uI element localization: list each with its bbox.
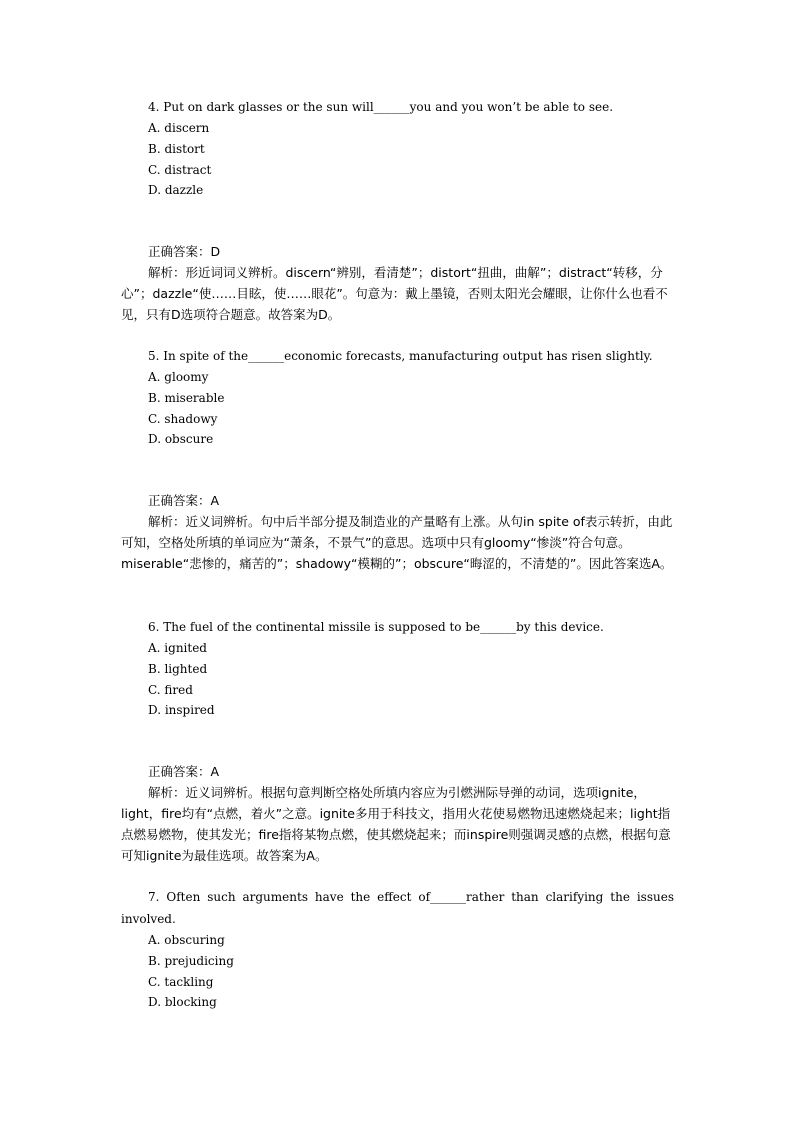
option-a: A. obscuring — [148, 933, 225, 947]
option-d: D. inspired — [148, 703, 215, 718]
correct-answer: 正确答案：A — [148, 493, 220, 508]
option-c: C. distract — [148, 162, 212, 177]
option-c: C. fired — [148, 682, 193, 697]
option-d: D. blocking — [148, 995, 217, 1010]
correct-answer: 正确答案：A — [148, 764, 220, 779]
answer-block-6 — [121, 761, 674, 866]
option-b: B. miserable — [148, 390, 225, 405]
option-b: B. distort — [148, 141, 205, 156]
question-stem: 7. Often such arguments have the effect of______rather than clarifying the issues involved. — [121, 890, 674, 926]
question-stem: 4. Put on dark glasses or the sun will______you and you won’t be able to see. — [148, 100, 614, 114]
analysis-text: 解析：形近词词义辨析。discern“辨别，看清楚”；distort“扭曲，曲解”；distract“转移，分心”；dazzle“使……目眩，使……眼花”。句意为：戴上墨镜，否则太阳光会耀眼，让你什么也看不见，只有D选项符合题意。故答案为D。 — [121, 265, 668, 322]
answer-block-5 — [121, 490, 674, 574]
option-a: A. discern — [148, 121, 210, 135]
option-a: A. gloomy — [148, 370, 209, 384]
question-7 — [121, 886, 674, 1013]
question-stem: 6. The fuel of the continental missile is supposed to be______by this device. — [148, 620, 604, 634]
question-4 — [121, 96, 674, 201]
option-d: D. dazzle — [148, 183, 204, 198]
answer-block-4 — [121, 241, 674, 325]
analysis-text: 解析：近义词辨析。句中后半部分提及制造业的产量略有上涨。从句in spite of表示转折，由此可知，空格处所填的单词应为“萧条，不景气”的意思。选项中只有gloomy“惨淡”符合句意。miserable“悲惨的，痛苦的”；shadowy“模糊的”；obscure“晦涩的，不清楚的”。因此答案选A。 — [121, 514, 673, 571]
question-6 — [121, 616, 674, 721]
option-c: C. tackling — [148, 974, 214, 989]
analysis-text: 解析：近义词辨析。根据句意判断空格处所填内容应为引燃洲际导弹的动词，选项ignite，light，fire均有“点燃，着火”之意。ignite多用于科技文，指用火花使易燃物迅速燃烧起来；light指点燃易燃物，使其发光；fire指将某物点燃，使其燃烧起来；而inspire则强调灵感的点燃，根据句意可知ignite为最佳选项。故答案为A。 — [121, 785, 671, 863]
option-b: B. prejudicing — [148, 953, 234, 968]
question-stem: 5. In spite of the______economic forecasts, manufacturing output has risen slightly. — [148, 349, 653, 363]
option-d: D. obscure — [148, 432, 214, 447]
option-c: C. shadowy — [148, 411, 218, 426]
option-a: A. ignited — [148, 641, 207, 655]
option-b: B. lighted — [148, 661, 208, 676]
correct-answer: 正确答案：D — [148, 244, 221, 259]
question-5 — [121, 345, 674, 450]
